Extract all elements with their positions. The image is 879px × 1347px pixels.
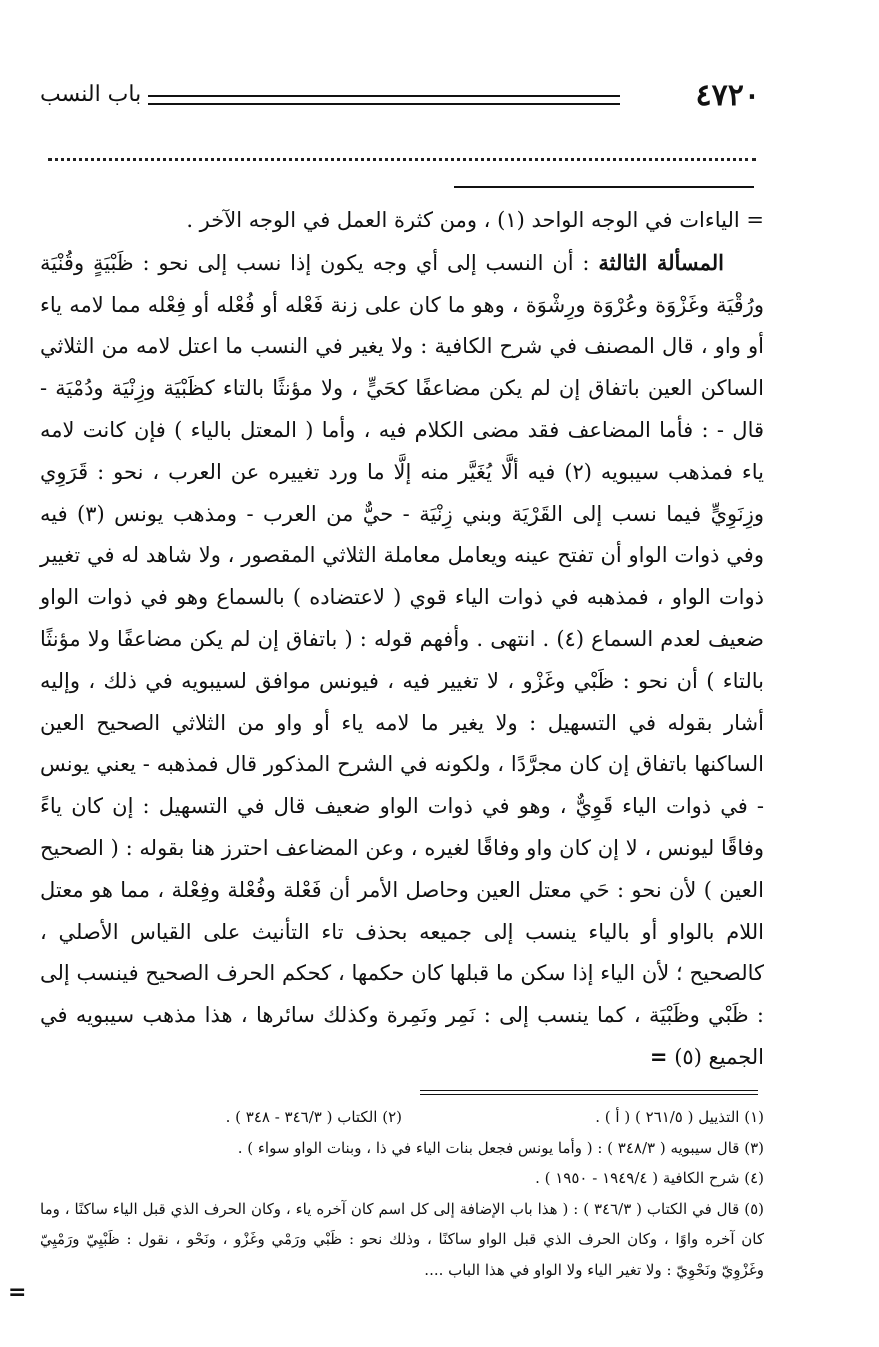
footnote-continuation-mark: = (8, 1280, 27, 1305)
footnote-separator (420, 1090, 758, 1095)
footnote-1: (١) التذييل ( ٢٦١/٥ ) ( أ ) . (595, 1108, 764, 1126)
footnote-3: (٣) قال سيبويه ( ٣٤٨/٣ ) : ( وأما يونس فجعل بنات الياء في ذا ، وبنات الواو سواء ) . (237, 1138, 764, 1157)
paragraph-text: : أن النسب إلى أي وجه يكون إذا نسب إلى نحو : ظَبْيَةٍ وقُنْيَة ورُقْيَة وغَزْوَة وعُرْوَة ورِشْوَة ، وهو ما كان على زنة فَعْله أو فُعْله أو فِعْله مما لامه ياء أو واو ، قال المصنف في شرح الكافية : ولا يغير في النسب ما اعتل لامه من الثلاثي الساكن العين باتفاق إن لم يكن مضاعفًا كحَيٍّ ، ولا مؤنثًا بالتاء كظَبْيَة وزِنْيَة ودُمْيَة - قال - : فأما المضاعف فقد مضى الكلام فيه ، وأما ( المعتل بالياء ) فإن كانت لامه ياء فمذهب سيبويه (٢) فيه ألَّا يُغَيَّر منه إلَّا ما ورد تغييره عن العرب ، نحو : قَرَوِي وزِنَوِيٍّ فيما نسب إلى القَرْيَة وبني زِنْيَة - حيٌّ من العرب - ومذهب يونس (٣) فيه وفي ذوات الواو أن تفتح عينه ويعامل معاملة الثلاثي المقصور ، ولا شاهد له في تغيير ذوات الواو ، فمذهبه في ذوات الياء قوي ( لاعتضاده ) بالسماع وهو في ذوات الواو ضعيف لعدم السماع (٤) . انتهى . وأفهم قوله : ( باتفاق إن لم يكن مضاعفًا ولا مؤنثًا بالتاء ) أن نحو : ظَبْي وغَزْو ، لا تغيير فيه ، فيونس موافق لسيبويه في ذلك ، وإليه أشار بقوله في التسهيل : ولا يغير ما لامه ياء أو واو من الثلاثي الصحيح العين الساكنها باتفاق إن كان مجرَّدًا ، ولكونه في الشرح المذكور قال فمذهبه - يعني يونس - في ذوات الياء قَوِيٌّ ، وهو في ذوات الواو ضعيف قال في التسهيل : إن كان ياءً وفاقًا ليونس ، لا إن كان واو وفاقًا لغيره ، وعن المضاعف احترز هنا بقوله : ( الصحيح العين ) لأن نحو : حَي معتل العين وحاصل الأمر أن فَعْلة وفُعْلة وفِعْلة ، مما هو معتل اللام بالواو أو بالياء ينسب إلى جميعه بحذف تاء التأنيث على القياس الأصلي ، كالصحيح ؛ لأن الياء إذا سكن ما قبلها كان حكمها ، كحكم الحرف الصحيح فينسب إلى : ظَبْي وظَبْيَة ، كما ينسب إلى : نَمِر ونَمِرة وكذلك سائرها ، هذا مذهب سيبويه في الجميع (٥) (40, 250, 764, 1069)
footnote-row (40, 1102, 764, 1133)
dotted-divider (48, 158, 756, 161)
footnotes (40, 1102, 764, 1285)
continued-line: = الياءات في الوجه الواحد (١) ، ومن كثرة العمل في الوجه الآخر . (186, 208, 764, 232)
continuation-rule (454, 186, 754, 188)
page-header (40, 78, 760, 118)
page-number: ٤٧٢٠ (695, 78, 760, 113)
continuation-mark: = (649, 1044, 668, 1069)
paragraph-issue-three (40, 242, 764, 1079)
chapter-title: باب النسب (40, 82, 142, 107)
footnote-2: (٢) الكتاب ( ٣٤٦/٣ - ٣٤٨ ) . (225, 1108, 402, 1126)
footnote-5: (٥) قال في الكتاب ( ٣٤٦/٣ ) : ( هذا باب الإضافة إلى كل اسم كان آخره ياء ، وكان الحرف الذي قبل الياء ساكنًا ، وما كان آخره واوًا ، وكان الحرف الذي قبل الواو ساكنًا ، وذلك نحو : ظَبْي ورَمْي وغَزْو ، ونَحْو ، نقول : ظَبْيِيّ ورَمْيِيّ وغَزْوِيّ ونَحْوِيّ : ولا تغير الياء ولا الواو في هذا الباب .... (40, 1199, 764, 1279)
header-double-rule (148, 95, 620, 105)
footnote-4: (٤) شرح الكافية ( ١٩٤٩/٤ - ١٩٥٠ ) . (535, 1169, 764, 1187)
section-lead: المسألة الثالثة (598, 249, 724, 275)
main-text (40, 200, 764, 1079)
